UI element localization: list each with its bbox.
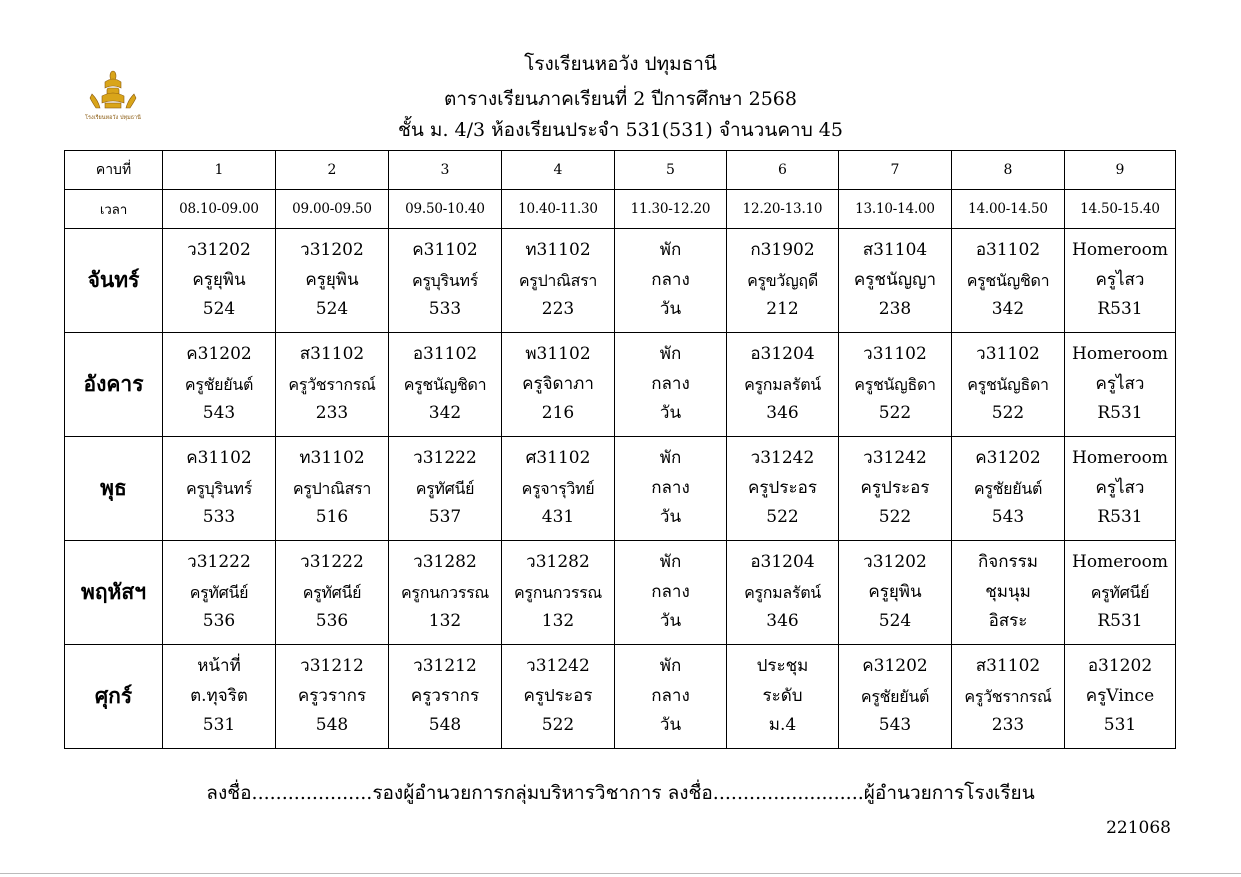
time-slot: 10.40-11.30 bbox=[502, 190, 615, 229]
day-row bbox=[65, 333, 1176, 437]
class-cell bbox=[163, 333, 276, 437]
class-cell bbox=[727, 333, 839, 437]
period-number: 8 bbox=[952, 151, 1065, 190]
class-cell bbox=[389, 645, 502, 749]
day-row bbox=[65, 229, 1176, 333]
cell-line: ครูประอร bbox=[748, 477, 817, 498]
cell-line: ก31902 bbox=[750, 240, 815, 261]
class-cell bbox=[163, 437, 276, 541]
class-cell bbox=[952, 437, 1065, 541]
period-number: 6 bbox=[727, 151, 839, 190]
cell-line: ครูบุรินทร์ bbox=[411, 270, 479, 290]
cell-line: อ31204 bbox=[750, 552, 815, 573]
class-cell bbox=[952, 333, 1065, 437]
cell-line: ว31242 bbox=[863, 448, 927, 469]
time-slot: 08.10-09.00 bbox=[163, 190, 276, 229]
period-number: 4 bbox=[502, 151, 615, 190]
cell-line: พัก bbox=[659, 552, 682, 573]
cell-line: Homeroom bbox=[1072, 448, 1168, 469]
school-name: โรงเรียนหอวัง ปทุมธานี bbox=[524, 53, 717, 75]
cell-line: ครูวัชรากรณ์ bbox=[964, 686, 1052, 706]
time-slot: 14.00-14.50 bbox=[952, 190, 1065, 229]
class-cell bbox=[952, 541, 1065, 645]
cell-line: ครูชนัญธิดา bbox=[854, 374, 936, 394]
cell-line: ส31102 bbox=[975, 656, 1041, 677]
cell-line: 531 bbox=[1103, 715, 1137, 736]
period-number: 9 bbox=[1065, 151, 1176, 190]
period-label: คาบที่ bbox=[65, 151, 163, 190]
class-cell bbox=[502, 645, 615, 749]
cell-line: วัน bbox=[659, 299, 682, 320]
time-slot: 13.10-14.00 bbox=[839, 190, 952, 229]
cell-line: 524 bbox=[202, 299, 236, 320]
period-number: 3 bbox=[389, 151, 502, 190]
class-cell bbox=[502, 229, 615, 333]
cell-line: ครูวรากร bbox=[297, 685, 367, 706]
cell-line: ว31102 bbox=[976, 344, 1040, 365]
timetable bbox=[64, 150, 1176, 749]
cell-line: ครูทัศนีย์ bbox=[302, 582, 362, 602]
cell-line: 548 bbox=[428, 715, 462, 736]
cell-line: อิสระ bbox=[988, 611, 1028, 632]
cell-line: ครูกนกวรรณ bbox=[514, 582, 602, 602]
cell-line: วัน bbox=[659, 507, 682, 528]
class-cell bbox=[389, 541, 502, 645]
cell-line: ว31282 bbox=[526, 552, 590, 573]
class-cell bbox=[276, 229, 389, 333]
period-number: 2 bbox=[276, 151, 389, 190]
cell-line: พัก bbox=[659, 448, 682, 469]
cell-line: ครูชัยยันต์ bbox=[860, 686, 930, 706]
cell-line: ครูชนัญชิดา bbox=[403, 374, 487, 394]
cell-line: ครูขวัญฤดี bbox=[747, 270, 818, 290]
cell-line: ว31242 bbox=[750, 448, 815, 469]
cell-line: กิจกรรม bbox=[977, 552, 1038, 573]
period-number: 7 bbox=[839, 151, 952, 190]
class-cell bbox=[839, 437, 952, 541]
class-cell bbox=[615, 645, 727, 749]
class-cell bbox=[163, 645, 276, 749]
class-cell bbox=[727, 645, 839, 749]
cell-line: 346 bbox=[766, 611, 799, 632]
cell-line: 238 bbox=[878, 299, 912, 320]
cell-line: อ31202 bbox=[1087, 656, 1153, 677]
class-cell bbox=[727, 229, 839, 333]
class-cell bbox=[1065, 333, 1176, 437]
cell-line: ครูปาณิสรา bbox=[292, 478, 372, 498]
class-cell bbox=[615, 437, 727, 541]
cell-line: ค31202 bbox=[186, 344, 252, 365]
cell-line: R531 bbox=[1097, 403, 1143, 424]
cell-line: ค31102 bbox=[412, 240, 478, 261]
cell-line: กลาง bbox=[651, 269, 690, 290]
cell-line: ว31202 bbox=[863, 552, 927, 573]
cell-line: R531 bbox=[1097, 299, 1143, 320]
cell-line: ครูจารุวิทย์ bbox=[521, 478, 595, 498]
class-cell bbox=[163, 229, 276, 333]
cell-line: 543 bbox=[202, 403, 236, 424]
cell-line: ว31222 bbox=[187, 552, 251, 573]
cell-line: 533 bbox=[202, 507, 236, 528]
cell-line: ค31102 bbox=[186, 448, 252, 469]
cell-line: ประชุม bbox=[756, 656, 809, 677]
cell-line: ครูวัชรากรณ์ bbox=[288, 374, 376, 394]
cell-line: อ31204 bbox=[750, 344, 815, 365]
cell-line: Homeroom bbox=[1072, 344, 1168, 365]
class-cell bbox=[615, 229, 727, 333]
cell-line: 431 bbox=[541, 507, 575, 528]
cell-line: ว31202 bbox=[187, 240, 251, 261]
cell-line: ครูชนัญชิดา bbox=[966, 270, 1050, 290]
day-name: จันทร์ bbox=[65, 229, 163, 333]
cell-line: 342 bbox=[991, 299, 1025, 320]
cell-line: ครูยุพิน bbox=[868, 581, 922, 602]
cell-line: ครูไสว bbox=[1095, 373, 1145, 394]
cell-line: ครูทัศนีย์ bbox=[189, 582, 249, 602]
class-cell bbox=[952, 229, 1065, 333]
bottom-divider bbox=[0, 873, 1241, 874]
cell-line: ครูชัยยันต์ bbox=[973, 478, 1043, 498]
cell-line: 533 bbox=[428, 299, 462, 320]
cell-line: R531 bbox=[1097, 507, 1143, 528]
cell-line: อ31102 bbox=[975, 240, 1041, 261]
cell-line: Homeroom bbox=[1072, 552, 1168, 573]
cell-line: ครูประอร bbox=[860, 477, 930, 498]
cell-line: 522 bbox=[878, 507, 912, 528]
time-slot: 14.50-15.40 bbox=[1065, 190, 1176, 229]
class-cell bbox=[163, 541, 276, 645]
class-cell bbox=[502, 437, 615, 541]
class-cell bbox=[952, 645, 1065, 749]
cell-line: ครูVince bbox=[1085, 685, 1155, 706]
day-row bbox=[65, 437, 1176, 541]
class-cell bbox=[727, 541, 839, 645]
cell-line: 524 bbox=[315, 299, 349, 320]
document-code: 221068 bbox=[1106, 818, 1171, 838]
class-cell bbox=[1065, 437, 1176, 541]
class-cell bbox=[276, 541, 389, 645]
cell-line: ครูปาณิสรา bbox=[518, 270, 598, 290]
class-cell bbox=[276, 437, 389, 541]
cell-line: วัน bbox=[659, 403, 682, 424]
class-cell bbox=[276, 333, 389, 437]
cell-line: Homeroom bbox=[1072, 240, 1168, 261]
cell-line: 342 bbox=[428, 403, 462, 424]
cell-line: พัก bbox=[659, 240, 682, 261]
time-slot: 09.50-10.40 bbox=[389, 190, 502, 229]
cell-line: ว31212 bbox=[300, 656, 364, 677]
class-cell bbox=[839, 229, 952, 333]
class-cell bbox=[1065, 229, 1176, 333]
cell-line: ว31102 bbox=[863, 344, 927, 365]
class-cell bbox=[1065, 541, 1176, 645]
cell-line: ครูชนัญญา bbox=[853, 269, 937, 290]
class-cell bbox=[615, 541, 727, 645]
time-row bbox=[65, 190, 1176, 229]
class-cell bbox=[839, 645, 952, 749]
cell-line: อ31102 bbox=[412, 344, 478, 365]
cell-line: 212 bbox=[766, 299, 799, 320]
class-cell bbox=[1065, 645, 1176, 749]
cell-line: ม.4 bbox=[768, 715, 797, 736]
term-title: ตารางเรียนภาคเรียนที่ 2 ปีการศึกษา 2568 bbox=[444, 88, 797, 110]
cell-line: 543 bbox=[878, 715, 912, 736]
cell-line: ระดับ bbox=[762, 685, 803, 706]
cell-line: 522 bbox=[878, 403, 912, 424]
period-number: 1 bbox=[163, 151, 276, 190]
cell-line: กลาง bbox=[651, 373, 690, 394]
class-cell bbox=[389, 229, 502, 333]
cell-line: ชุมนุม bbox=[985, 581, 1031, 602]
cell-line: ครูยุพิน bbox=[192, 269, 246, 290]
time-slot: 09.00-09.50 bbox=[276, 190, 389, 229]
cell-line: 516 bbox=[315, 507, 349, 528]
cell-line: 531 bbox=[202, 715, 236, 736]
class-cell bbox=[502, 333, 615, 437]
cell-line: ครูไสว bbox=[1095, 269, 1145, 290]
cell-line: 522 bbox=[766, 507, 799, 528]
day-name: พุธ bbox=[65, 437, 163, 541]
logo-caption: โรงเรียนหอวัง ปทุมธานี bbox=[85, 115, 141, 121]
cell-line: ครูกนกวรรณ bbox=[401, 582, 489, 602]
cell-line: กลาง bbox=[651, 477, 690, 498]
time-label: เวลา bbox=[65, 190, 163, 229]
cell-line: R531 bbox=[1097, 611, 1143, 632]
cell-line: ท31102 bbox=[525, 240, 591, 261]
class-cell bbox=[389, 333, 502, 437]
cell-line: 132 bbox=[541, 611, 575, 632]
cell-line: วัน bbox=[659, 611, 682, 632]
cell-line: ค31202 bbox=[975, 448, 1041, 469]
cell-line: ว31222 bbox=[300, 552, 364, 573]
cell-line: ศ31102 bbox=[525, 448, 591, 469]
cell-line: ค31202 bbox=[862, 656, 928, 677]
class-cell bbox=[727, 437, 839, 541]
cell-line: กลาง bbox=[651, 685, 690, 706]
cell-line: ว31282 bbox=[413, 552, 477, 573]
cell-line: ครูกมลรัตน์ bbox=[744, 374, 821, 394]
cell-line: ครูจิดาภา bbox=[522, 373, 594, 394]
class-cell bbox=[502, 541, 615, 645]
cell-line: 543 bbox=[991, 507, 1025, 528]
cell-line: พัก bbox=[659, 656, 682, 677]
time-slot: 12.20-13.10 bbox=[727, 190, 839, 229]
cell-line: ส31102 bbox=[299, 344, 365, 365]
class-info: ชั้น ม. 4/3 ห้องเรียนประจำ 531(531) จำนวนคาบ 45 bbox=[398, 119, 843, 141]
cell-line: ว31202 bbox=[300, 240, 364, 261]
class-cell bbox=[839, 541, 952, 645]
class-cell bbox=[615, 333, 727, 437]
cell-line: 536 bbox=[315, 611, 349, 632]
cell-line: ครูทัศนีย์ bbox=[415, 478, 475, 498]
day-row bbox=[65, 541, 1176, 645]
cell-line: 223 bbox=[541, 299, 575, 320]
cell-line: ว31212 bbox=[413, 656, 477, 677]
cell-line: 233 bbox=[315, 403, 349, 424]
cell-line: 536 bbox=[202, 611, 236, 632]
cell-line: ครูกมลรัตน์ bbox=[744, 582, 821, 602]
day-name: ศุกร์ bbox=[65, 645, 163, 749]
period-header-row bbox=[65, 151, 1176, 190]
cell-line: 524 bbox=[878, 611, 912, 632]
cell-line: ว31222 bbox=[413, 448, 477, 469]
cell-line: ครูยุพิน bbox=[305, 269, 359, 290]
day-name: พฤหัสฯ bbox=[65, 541, 163, 645]
cell-line: ส31104 bbox=[862, 240, 928, 261]
day-name: อังคาร bbox=[65, 333, 163, 437]
cell-line: ครูประอร bbox=[523, 685, 593, 706]
cell-line: 233 bbox=[991, 715, 1025, 736]
day-row bbox=[65, 645, 1176, 749]
cell-line: 522 bbox=[541, 715, 575, 736]
class-cell bbox=[839, 333, 952, 437]
cell-line: หน้าที่ bbox=[197, 656, 241, 677]
period-number: 5 bbox=[615, 151, 727, 190]
cell-line: พัก bbox=[659, 344, 682, 365]
cell-line: 132 bbox=[428, 611, 462, 632]
time-slot: 11.30-12.20 bbox=[615, 190, 727, 229]
cell-line: 522 bbox=[991, 403, 1025, 424]
class-cell bbox=[389, 437, 502, 541]
cell-line: กลาง bbox=[651, 581, 690, 602]
cell-line: 216 bbox=[541, 403, 575, 424]
cell-line: วัน bbox=[659, 715, 682, 736]
cell-line: ต.ทุจริต bbox=[190, 685, 248, 706]
cell-line: 537 bbox=[428, 507, 462, 528]
cell-line: ครูวรากร bbox=[410, 685, 480, 706]
cell-line: ว31242 bbox=[526, 656, 590, 677]
cell-line: ท31102 bbox=[299, 448, 365, 469]
cell-line: ครูชนัญธิดา bbox=[967, 374, 1049, 394]
class-cell bbox=[276, 645, 389, 749]
cell-line: 548 bbox=[315, 715, 349, 736]
cell-line: ครูชัยยันต์ bbox=[184, 374, 254, 394]
cell-line: ครูบุรินทร์ bbox=[185, 478, 253, 498]
cell-line: ครูไสว bbox=[1095, 477, 1145, 498]
cell-line: 346 bbox=[766, 403, 799, 424]
cell-line: ครูทัศนีย์ bbox=[1090, 582, 1150, 602]
signature-line: ลงชื่อ....................รองผู้อำนวยการกลุ่มบริหารวิชาการ ลงชื่อ.........................ผู้อำนวยการโรงเรียน bbox=[206, 782, 1035, 804]
cell-line: พ31102 bbox=[525, 344, 591, 365]
